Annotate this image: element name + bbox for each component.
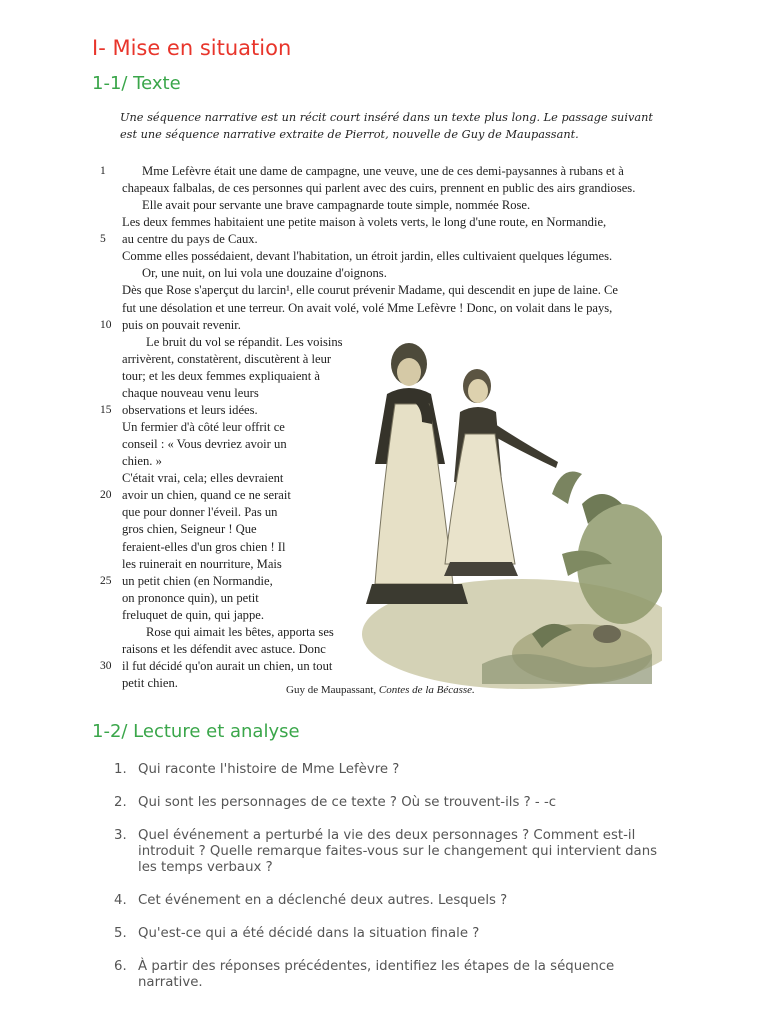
question-item xyxy=(98,893,678,909)
question-text: Cet événement en a déclenché deux autres. Lesquels ? xyxy=(138,893,508,908)
question-number: 6. xyxy=(114,959,127,974)
intro-text: Une séquence narrative est un récit court inséré dans un texte plus long. Le passage suivant est une séquence narrative extraite de Pierrot, nouvelle de Guy de Maupassant. xyxy=(120,111,653,141)
question-item xyxy=(98,959,678,991)
text-line: Elle avait pour servante une brave campagnarde toute simple, nommée Rose. xyxy=(142,198,531,213)
text-line: Les deux femmes habitaient une petite maison à volets verts, le long d'une route, en Normandie, xyxy=(122,215,607,230)
text-line: petit chien. xyxy=(122,676,178,691)
scanned-text-excerpt xyxy=(100,108,670,702)
text-line: chaque nouveau venu leurs xyxy=(122,385,259,400)
illustration-two-women xyxy=(332,334,662,690)
question-text: Quel événement a perturbé la vie des deux personnages ? Comment est-il introduit ? Quelle remarque faites-vous sur le changement qui intervient dans les temps verbaux ? xyxy=(138,828,658,875)
text-line: gros chien, Seigneur ! Que xyxy=(122,522,257,537)
text-line: on prononce quin), un petit xyxy=(122,590,259,605)
text-line: Rose qui aimait les bêtes, apporta ses xyxy=(146,624,334,639)
section-title: I- Mise en situation xyxy=(92,36,292,60)
source-credit: Guy de Maupassant, Contes de la Bécasse. xyxy=(286,684,475,696)
line-number: 1 xyxy=(100,165,106,177)
text-line: observations et leurs idées. xyxy=(122,402,258,417)
question-number: 1. xyxy=(114,762,127,777)
question-item xyxy=(98,762,678,778)
question-number: 3. xyxy=(114,828,127,843)
text-line: il fut décidé qu'on aurait un chien, un tout xyxy=(122,659,333,674)
question-item xyxy=(98,795,678,811)
question-text: Qu'est-ce qui a été décidé dans la situation finale ? xyxy=(138,926,480,941)
text-line: Comme elles possédaient, devant l'habitation, un étroit jardin, elles cultivaient quelques légumes. xyxy=(122,249,613,264)
text-line: Or, une nuit, on lui vola une douzaine d'oignons. xyxy=(142,266,387,281)
text-line: chapeaux falbalas, de ces personnes qui parlent avec des cuirs, prennent en public des airs grandioses. xyxy=(122,181,636,196)
question-text: À partir des réponses précédentes, identifiez les étapes de la séquence narrative. xyxy=(138,959,615,990)
line-number: 15 xyxy=(100,403,112,416)
question-number: 2. xyxy=(114,795,127,810)
question-number: 4. xyxy=(114,893,127,908)
text-line: Un fermier d'à côté leur offrit ce xyxy=(122,420,285,435)
text-line: feraient-elles d'un gros chien ! Il xyxy=(122,539,286,554)
text-line: un petit chien (en Normandie, xyxy=(122,573,273,588)
text-line: puis on pouvait revenir. xyxy=(122,317,241,332)
text-line: Le bruit du vol se répandit. Les voisins xyxy=(146,334,343,349)
line-number: 30 xyxy=(100,660,112,673)
text-line: C'était vrai, cela; elles devraient xyxy=(122,471,284,486)
subsection-title-analyse: 1-2/ Lecture et analyse xyxy=(92,721,300,742)
text-line: au centre du pays de Caux. xyxy=(122,232,258,247)
line-number: 20 xyxy=(100,489,112,502)
text-line: conseil : « Vous devriez avoir un xyxy=(122,437,287,452)
question-item xyxy=(98,828,678,876)
text-line: chien. » xyxy=(122,454,162,469)
question-text: Qui raconte l'histoire de Mme Lefèvre ? xyxy=(138,762,400,777)
text-line: Dès que Rose s'aperçut du larcin¹, elle courut prévenir Madame, qui descendit en jupe de laine. Ce xyxy=(122,283,618,298)
line-number: 25 xyxy=(100,574,112,587)
text-line: freluquet de quin, qui jappe. xyxy=(122,607,264,622)
text-line: avoir un chien, quand ce ne serait xyxy=(122,488,291,503)
text-line: fut une désolation et une terreur. On avait volé, volé Mme Lefèvre ! Donc, on volait dans le pays, xyxy=(122,300,613,315)
line-number: 5 xyxy=(100,233,106,246)
text-line: arrivèrent, constatèrent, discutèrent à leur xyxy=(122,351,332,366)
text-line: les ruinerait en nourriture, Mais xyxy=(122,556,282,571)
question-number: 5. xyxy=(114,926,127,941)
subsection-title-texte: 1-1/ Texte xyxy=(92,73,181,94)
question-text: Qui sont les personnages de ce texte ? Où se trouvent-ils ? - -c xyxy=(138,795,557,810)
text-line: raisons et les défendit avec astuce. Donc xyxy=(122,641,326,656)
text-line: que pour donner l'éveil. Pas un xyxy=(122,505,278,520)
question-item xyxy=(98,926,678,942)
text-line: Mme Lefèvre était une dame de campagne, une veuve, une de ces demi-paysannes à rubans et à xyxy=(142,164,624,178)
questions-list xyxy=(98,762,678,1008)
text-line: tour; et les deux femmes expliquaient à xyxy=(122,368,320,383)
line-number: 10 xyxy=(100,318,112,331)
